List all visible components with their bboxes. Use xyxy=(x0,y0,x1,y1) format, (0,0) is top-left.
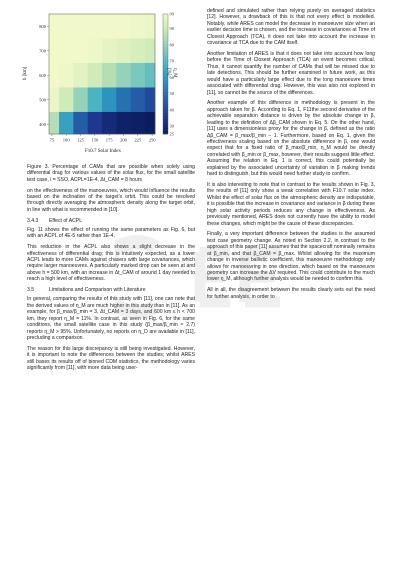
x-tick-label: 75 xyxy=(49,137,55,143)
x-tick-label: 225 xyxy=(134,137,142,143)
colorbar-segment xyxy=(163,59,168,62)
colorbar-segment xyxy=(163,56,168,59)
colorbar-segment xyxy=(163,38,168,41)
heatmap-cell xyxy=(116,14,131,39)
paragraph: defined and simulated rather than relying purely on averaged statistics [12]. However, a drawback of this is that not every effect is modelled. Notably, while ARES can model the decrease in manoeuvre size when an earlier decision time is chosen, and the increase in covariances at Time of Closest Approach (TCA), it does not take into account the increase in covariance at TCA due to the CAM itself. xyxy=(207,8,375,47)
colorbar-segment xyxy=(163,110,168,113)
y-tick-label: 400 xyxy=(39,121,46,127)
colorbar-tick-label: 25 xyxy=(169,131,174,137)
heatmap-cell xyxy=(59,38,74,63)
heatmap-cell xyxy=(145,112,155,134)
colorbar-segment xyxy=(163,41,168,44)
heatmap-cell xyxy=(102,112,117,134)
y-tick-label: 500 xyxy=(39,97,46,103)
heatmap-cell xyxy=(145,87,155,112)
y-tick-label: 700 xyxy=(39,48,46,54)
colorbar-segment xyxy=(163,17,168,20)
heatmap-cell xyxy=(145,63,155,88)
heatmap-cell xyxy=(73,87,88,112)
colorbar-segment xyxy=(163,62,168,65)
colorbar-segment xyxy=(163,50,168,53)
heatmap-cell xyxy=(49,63,59,88)
colorbar-segment xyxy=(163,26,168,29)
colorbar-segment xyxy=(163,14,168,17)
heatmap-cell xyxy=(131,14,146,39)
x-axis-label: F10.7 Solar Index xyxy=(85,149,121,154)
colorbar-segment xyxy=(163,23,168,26)
colorbar-segment xyxy=(163,101,168,104)
heatmap-cell xyxy=(73,14,88,39)
colorbar-tick-label: 50 xyxy=(169,91,174,97)
paragraph: The reason for this large discrepancy is still being investigated. However, it is important to note the differences between the studies; whilst ARES still bases its results off of binned CDM statistics, the methodology varies significantly from [11], with more data being user- xyxy=(27,345,195,372)
paragraph: In general, comparing the results of this study with [11], one can note that the derived values of η_M are much higher in this study than in [11]. As an example, for β_max/β_min = 3, Δt_CAM = 3 days, and 600 km ≤ h < 700 km, they report η_M = 11%. In contrast, as seen in Fig. 6, for the same conditions, the small satellite case in this study (β_max/β_min ≈ 2.7) reports η_M > 95%. Unfortunately, no reports on η_D are available in [11], precluding a comparison. xyxy=(27,296,195,342)
colorbar-segment xyxy=(163,122,168,125)
heatmap-cell xyxy=(49,38,59,63)
heatmap-cell xyxy=(73,38,88,63)
heatmap-cell xyxy=(102,87,117,112)
heatmap-cell xyxy=(49,87,59,112)
colorbar-segment xyxy=(163,92,168,95)
heatmap-cell xyxy=(59,112,74,134)
figure-3-heatmap xyxy=(23,10,195,160)
section-title: Limitations and Comparison with Literature xyxy=(49,287,146,293)
paragraph: Another limitation of ARES is that it does not take into account how long before the Time of Closest Approach (TCA) an event becomes critical. Thus, it cannot quantify the number of CAMs that will be missed due to late detections. This should be further examined in future work, as this would have a particularly large effect due to the long manoeuvre times associated with differential drag. However, this was also not explored in [11], so cannot be the source of the differences. xyxy=(207,50,375,96)
paragraph: Finally, a very important difference between the studies is the assumed test case geometry change. As noted in Section 2.2, in contrast to the approach of this paper [11] assumes that the spacecraft nominally remains at β_min, and that β_CAM = β_max. Whilst allowing for the maximum change in inverse ballistic coefficient, this manoeuvre methodology only allows for manoeuvring in one direction, which based on the manoeuvre geometry can increase the ΔV required. This could contribute to the much lower η_M, although further analysis would be needed to confirm this. xyxy=(207,231,375,283)
heatmap-cell xyxy=(59,87,74,112)
colorbar-segment xyxy=(163,104,168,107)
section-number: 3.5 xyxy=(27,287,35,293)
colorbar-segment xyxy=(163,44,168,47)
colorbar-segment xyxy=(163,89,168,92)
heatmap-cell xyxy=(131,112,146,134)
section-title: Effect of ACPL xyxy=(49,217,83,224)
colorbar-segment xyxy=(163,119,168,122)
colorbar-tick-label: 99 xyxy=(169,11,174,17)
heatmap-cell xyxy=(49,14,59,39)
colorbar-segment xyxy=(163,29,168,32)
colorbar-segment xyxy=(163,20,168,23)
y-axis-label: h [km] xyxy=(23,66,28,80)
colorbar-segment xyxy=(163,95,168,98)
paragraph: This reduction in the ACPL also shows a slight decrease in the effectiveness of differential drag; this is intuitively expected, as a lower ACPL leads to more CAMs against chasers with large covariances, which require larger manoeuvres. A particularly marked drop can be seen at and above h = 500 km, with an increase in Δt_CAM of around 1 day needed to reach a high level of effectiveness. xyxy=(27,244,195,283)
heatmap-cell xyxy=(145,38,155,63)
heatmap-cell xyxy=(131,38,146,63)
colorbar-segment xyxy=(163,35,168,38)
heatmap-cell xyxy=(88,112,103,134)
paragraph: on the effectiveness of the manoeuvres, which would influence the results based on the inclination of the target's orbit. This could be resolved through directly averaging the atmospheric density along the target orbit, in line with what is recommended in [10]. xyxy=(27,187,195,213)
colorbar-segment xyxy=(163,113,168,116)
heatmap-cell xyxy=(88,87,103,112)
paragraph: Fig. 11 shows the effect of running the same parameters as Fig. 6, but with an ACPL of 4E-5 rather than 1E-4. xyxy=(27,227,195,240)
x-tick-label: 200 xyxy=(120,137,127,143)
left-column xyxy=(23,8,195,376)
section-heading-3-5 xyxy=(27,287,195,293)
colorbar-tick-label: 60 xyxy=(169,74,174,80)
heatmap-cell xyxy=(102,38,117,63)
section-number: 3.4.3 xyxy=(27,217,39,224)
colorbar-tick-label: 70 xyxy=(169,58,174,64)
x-tick-label: 100 xyxy=(62,137,70,143)
colorbar-segment xyxy=(163,98,168,101)
paragraph: It is also interesting to note that in contrast to the results shown in Fig. 3, the results of [11] only show a weak correlation with F10.7 solar index. Whilst the effect of solar flux on the atmospheric density are indisputable, it is possible that the increase in covariance and variance in β during these high solar activity periods reduces any change in effectiveness. As previously mentioned, ARES does not currently have the ability to model these changes, which might be the cause of these discrepancies. xyxy=(207,181,376,227)
heatmap-cell xyxy=(116,87,131,112)
heatmap-cell xyxy=(145,14,155,39)
colorbar-segment xyxy=(163,32,168,35)
heatmap-cell xyxy=(116,63,131,88)
section-heading-3-4-3 xyxy=(27,218,195,224)
colorbar-tick-label: 90 xyxy=(169,26,174,32)
heatmap-cell xyxy=(59,14,74,39)
heatmap-cell xyxy=(102,14,117,39)
colorbar-segment xyxy=(163,107,168,110)
heatmap-cell xyxy=(73,112,88,134)
colorbar-tick-label: 40 xyxy=(169,107,174,113)
heatmap-cell xyxy=(73,63,88,88)
colorbar-segment xyxy=(163,125,168,128)
right-column xyxy=(207,8,375,304)
colorbar-segment xyxy=(163,47,168,50)
heatmap-cell xyxy=(88,38,103,63)
heatmap-cell xyxy=(88,14,103,39)
heatmap-cell xyxy=(59,63,74,88)
y-tick-label: 600 xyxy=(39,72,46,78)
paragraph: Another example of this difference in methodology is present in the approach taken for β. According to Eq. 1, F11the second derivative of the achievable separation distance is driven by the absolute change in β, leading to the definition of Δβ_CAM shown in Eq. 5. On the other hand, [11] uses a dimensionless proxy for the change in β, defined as the ratio Δβ_CAM = β_max/β_min − 1. Furthermore, based on Eq. 1, given the effectiveness scaling based on the absolute difference in β, one would expect that for a fixed ratio of β_max/β_min, η_M would be directly correlated with β_min or β_max, however, their results suggest little effect. Assuming the relation in Eq. 1 is correct, this could potentially be explained by the associated uncertainty of variation in β making trends hard to distinguish, but this would need further study to confirm. xyxy=(207,100,375,178)
colorbar-label: η_M [%] xyxy=(165,68,177,78)
paragraph: All in all, the disagreement between the results clearly sets out the need for further analysis, in order to xyxy=(207,287,375,300)
heatmap-cell xyxy=(88,63,103,88)
colorbar-tick-label: 80 xyxy=(169,42,174,48)
heatmap-cell xyxy=(102,63,117,88)
colorbar-segment xyxy=(163,86,168,89)
colorbar-segment xyxy=(163,116,168,119)
heatmap-cell xyxy=(49,112,59,134)
heatmap-cell xyxy=(131,87,146,112)
heatmap-cell xyxy=(116,38,131,63)
heatmap-cell xyxy=(116,112,131,134)
colorbar-tick-label: 30 xyxy=(169,123,174,129)
x-tick-label: 175 xyxy=(105,137,113,143)
heatmap-cell xyxy=(131,63,146,88)
x-tick-label: 125 xyxy=(77,137,84,143)
colorbar-segment xyxy=(163,53,168,56)
figure-caption: Figure 3. Percentage of CAMs that are possible when solely using differential drag for various values of the solar flux, for the small satellite test case, i = SSO, ACPL=1E-4, Δt_CAM = 8 hours xyxy=(27,164,195,183)
x-tick-label: 150 xyxy=(91,137,99,143)
x-tick-label: 250 xyxy=(148,137,156,143)
y-tick-label: 800 xyxy=(39,23,46,29)
colorbar-segment xyxy=(163,128,168,131)
